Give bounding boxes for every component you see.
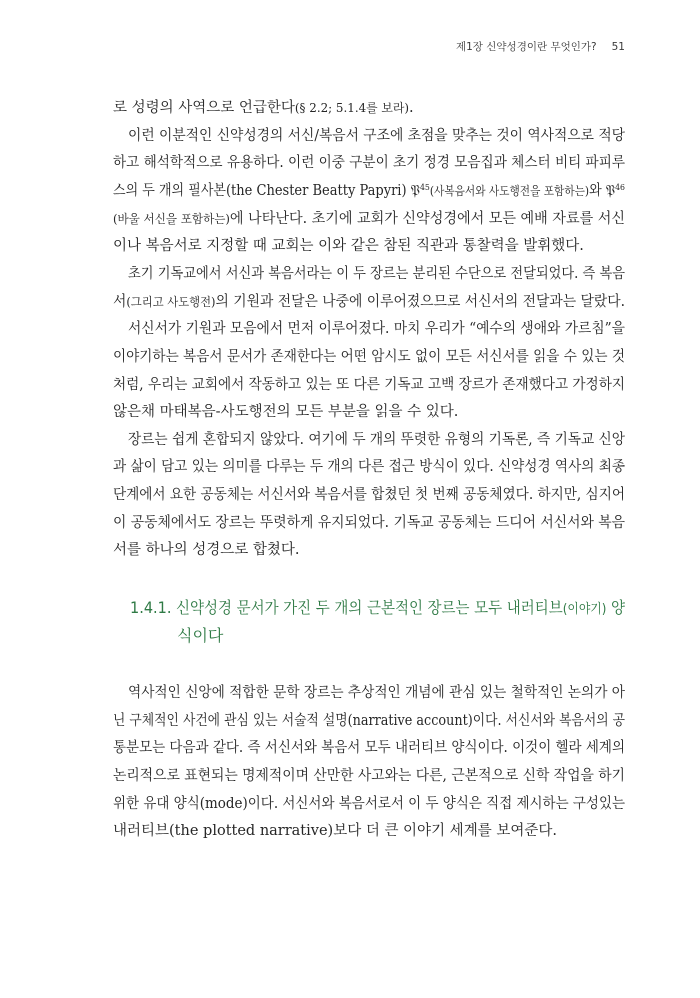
text-run: .: [408, 100, 414, 116]
line-content: [113, 371, 625, 399]
parenthetical-note: (이야기): [562, 602, 607, 617]
text-run: 역사적인 신앙에 적합한 문학 장르는 추상적인 개념에 관심 있는 철학적인 논의가 아: [128, 685, 625, 701]
text-line: [113, 232, 625, 260]
line-content: [113, 790, 625, 818]
text-line: [113, 205, 625, 233]
line-content: [177, 622, 223, 650]
line-content: [113, 232, 584, 260]
text-line: [113, 790, 625, 818]
text-run: 서를 하나의 성경으로 합쳤다.: [113, 542, 300, 558]
line-content: [113, 94, 414, 122]
line-content: [113, 481, 625, 509]
text-line: [113, 762, 625, 790]
text-line: [128, 260, 625, 288]
text-line: [113, 481, 625, 509]
line-content: [113, 817, 557, 845]
line-content: [113, 734, 625, 762]
text-run: 에 나타난다. 초기에 교회가 신약성경에서 모든 예배 자료를 서신: [229, 211, 625, 227]
text-run: 식이다: [177, 626, 224, 645]
text-line: [113, 398, 625, 426]
running-head: [456, 39, 625, 55]
text-run: 초기 기독교에서 서신과 복음서라는 이 두 장르는 분리된 수단으로 전달되었다. 즉 복음: [128, 266, 625, 282]
text-run: 의 기원과 전달은 나중에 이루어졌으므로 서신서의 전달과는 달랐다.: [215, 294, 625, 310]
text-line: [128, 426, 625, 454]
manuscript-superscript: 46: [615, 182, 625, 193]
text-run: 논리적으로 표현되는 명제적이며 산만한 사고와는 다른, 근본적으로 신학 작업을 하기: [113, 768, 625, 784]
text-line: [128, 122, 625, 150]
text-run: 양: [606, 598, 625, 617]
line-content: [128, 122, 625, 150]
text-line: [113, 288, 625, 316]
text-line: [113, 536, 625, 564]
text-run: 스의 두 개의 필사본(the Chester Beatty Papyri) 𝔓: [113, 183, 420, 199]
text-run: 로 성령의 사역으로 언급한다: [113, 100, 295, 116]
text-line: [113, 707, 625, 735]
parenthetical-note: (§ 2.2; 5.1.4를 보라): [294, 101, 409, 115]
text-line: [113, 734, 625, 762]
parenthetical-note: (그리고 사도행전): [126, 295, 216, 309]
text-run: 단계에서 요한 공동체는 서신서와 복음서를 합쳤던 첫 번째 공동체였다. 하지만, 심지어: [113, 487, 625, 503]
line-content: [113, 762, 625, 790]
text-run: 않은채 마태복음-사도행전의 모든 부분을 읽을 수 있다.: [113, 404, 459, 420]
text-run: 장르는 쉽게 혼합되지 않았다. 여기에 두 개의 뚜렷한 유형의 기독론, 즉 기독교 신앙: [128, 432, 625, 448]
line-content: [113, 453, 625, 481]
line-content: [113, 177, 625, 207]
text-run: 이런 이분적인 신약성경의 서신/복음서 구조에 초점을 맞추는 것이 역사적으로 적당: [128, 128, 625, 144]
text-run: 내러티브(the plotted narrative)보다 더 큰 이야기 세계를 보여준다.: [113, 823, 557, 839]
text-line: [113, 817, 625, 845]
text-line: [113, 94, 625, 122]
text-line: [113, 177, 625, 205]
text-run: 통분모는 다음과 같다. 즉 서신서와 복음서 모두 내러티브 양식이다. 이것이 헬라 세계의: [113, 740, 625, 756]
line-content: [128, 260, 625, 288]
line-content: [113, 149, 625, 177]
line-content: [128, 315, 625, 343]
line-content: [113, 707, 625, 735]
text-run: 서: [113, 294, 127, 310]
line-content: [130, 594, 625, 624]
line-content: [128, 679, 625, 707]
line-content: [113, 288, 625, 316]
text-line: [113, 343, 625, 371]
line-content: [113, 536, 300, 564]
text-line: [113, 371, 625, 399]
text-line: [128, 315, 625, 343]
parenthetical-note: (사복음서와 사도행전을 포함하는): [429, 184, 590, 198]
text-run: 서신서가 기원과 모음에서 먼저 이루어졌다. 마치 우리가 “예수의 생애와 가르침”을: [128, 321, 625, 337]
text-run: 위한 유대 양식(mode)이다. 서신서와 복음서로서 이 두 양식은 직접 제시하는 구성있는: [113, 796, 625, 812]
line-content: [113, 205, 625, 233]
text-run: 이나 복음서로 지정할 때 교회는 이와 같은 참된 직관과 통찰력을 발휘했다.: [113, 238, 584, 254]
text-run: 하고 해석학적으로 유용하다. 이런 이중 구분이 초기 정경 모음집과 체스터 비티 파피루: [113, 155, 625, 171]
line-content: [128, 426, 625, 454]
parenthetical-note: (바울 서신을 포함하는): [113, 212, 230, 226]
heading-line: [177, 622, 625, 650]
text-run: 처럼, 우리는 교회에서 작동하고 있는 또 다른 기독교 고백 장르가 존재했다고 가정하지: [113, 377, 625, 393]
line-content: [113, 398, 458, 426]
heading-line: [130, 594, 625, 622]
line-content: [113, 509, 625, 537]
text-run: 닌 구체적인 사건에 관심 있는 서술적 설명(narrative account)이다. 서신서와 복음서의 공: [113, 713, 625, 729]
text-line: [113, 453, 625, 481]
text-run: 신약성경 문서가 가진 두 개의 근본적인 장르는 모두 내러티브: [175, 598, 563, 617]
text-line: [113, 149, 625, 177]
text-line: [113, 509, 625, 537]
page-number: 51: [611, 41, 625, 53]
text-run: 와 𝔓: [589, 183, 616, 199]
section-number: 1.4.1.: [130, 598, 172, 617]
chapter-title: 제1장 신약성경이란 무엇인가?: [455, 41, 597, 53]
text-run: 이 공동체에서도 장르는 뚜렷하게 유지되었다. 기독교 공동체는 드디어 서신서와 복음: [113, 515, 625, 531]
text-run: 이야기하는 복음서 문서가 존재한다는 어떤 암시도 없이 모든 서신서를 읽을 수 있는 것: [113, 349, 625, 365]
manuscript-superscript: 45: [419, 182, 430, 193]
text-run: 과 삶이 담고 있는 의미를 다루는 두 개의 다른 접근 방식이 있다. 신약성경 역사의 최종: [113, 459, 625, 475]
line-content: [113, 343, 625, 371]
text-line: [128, 679, 625, 707]
